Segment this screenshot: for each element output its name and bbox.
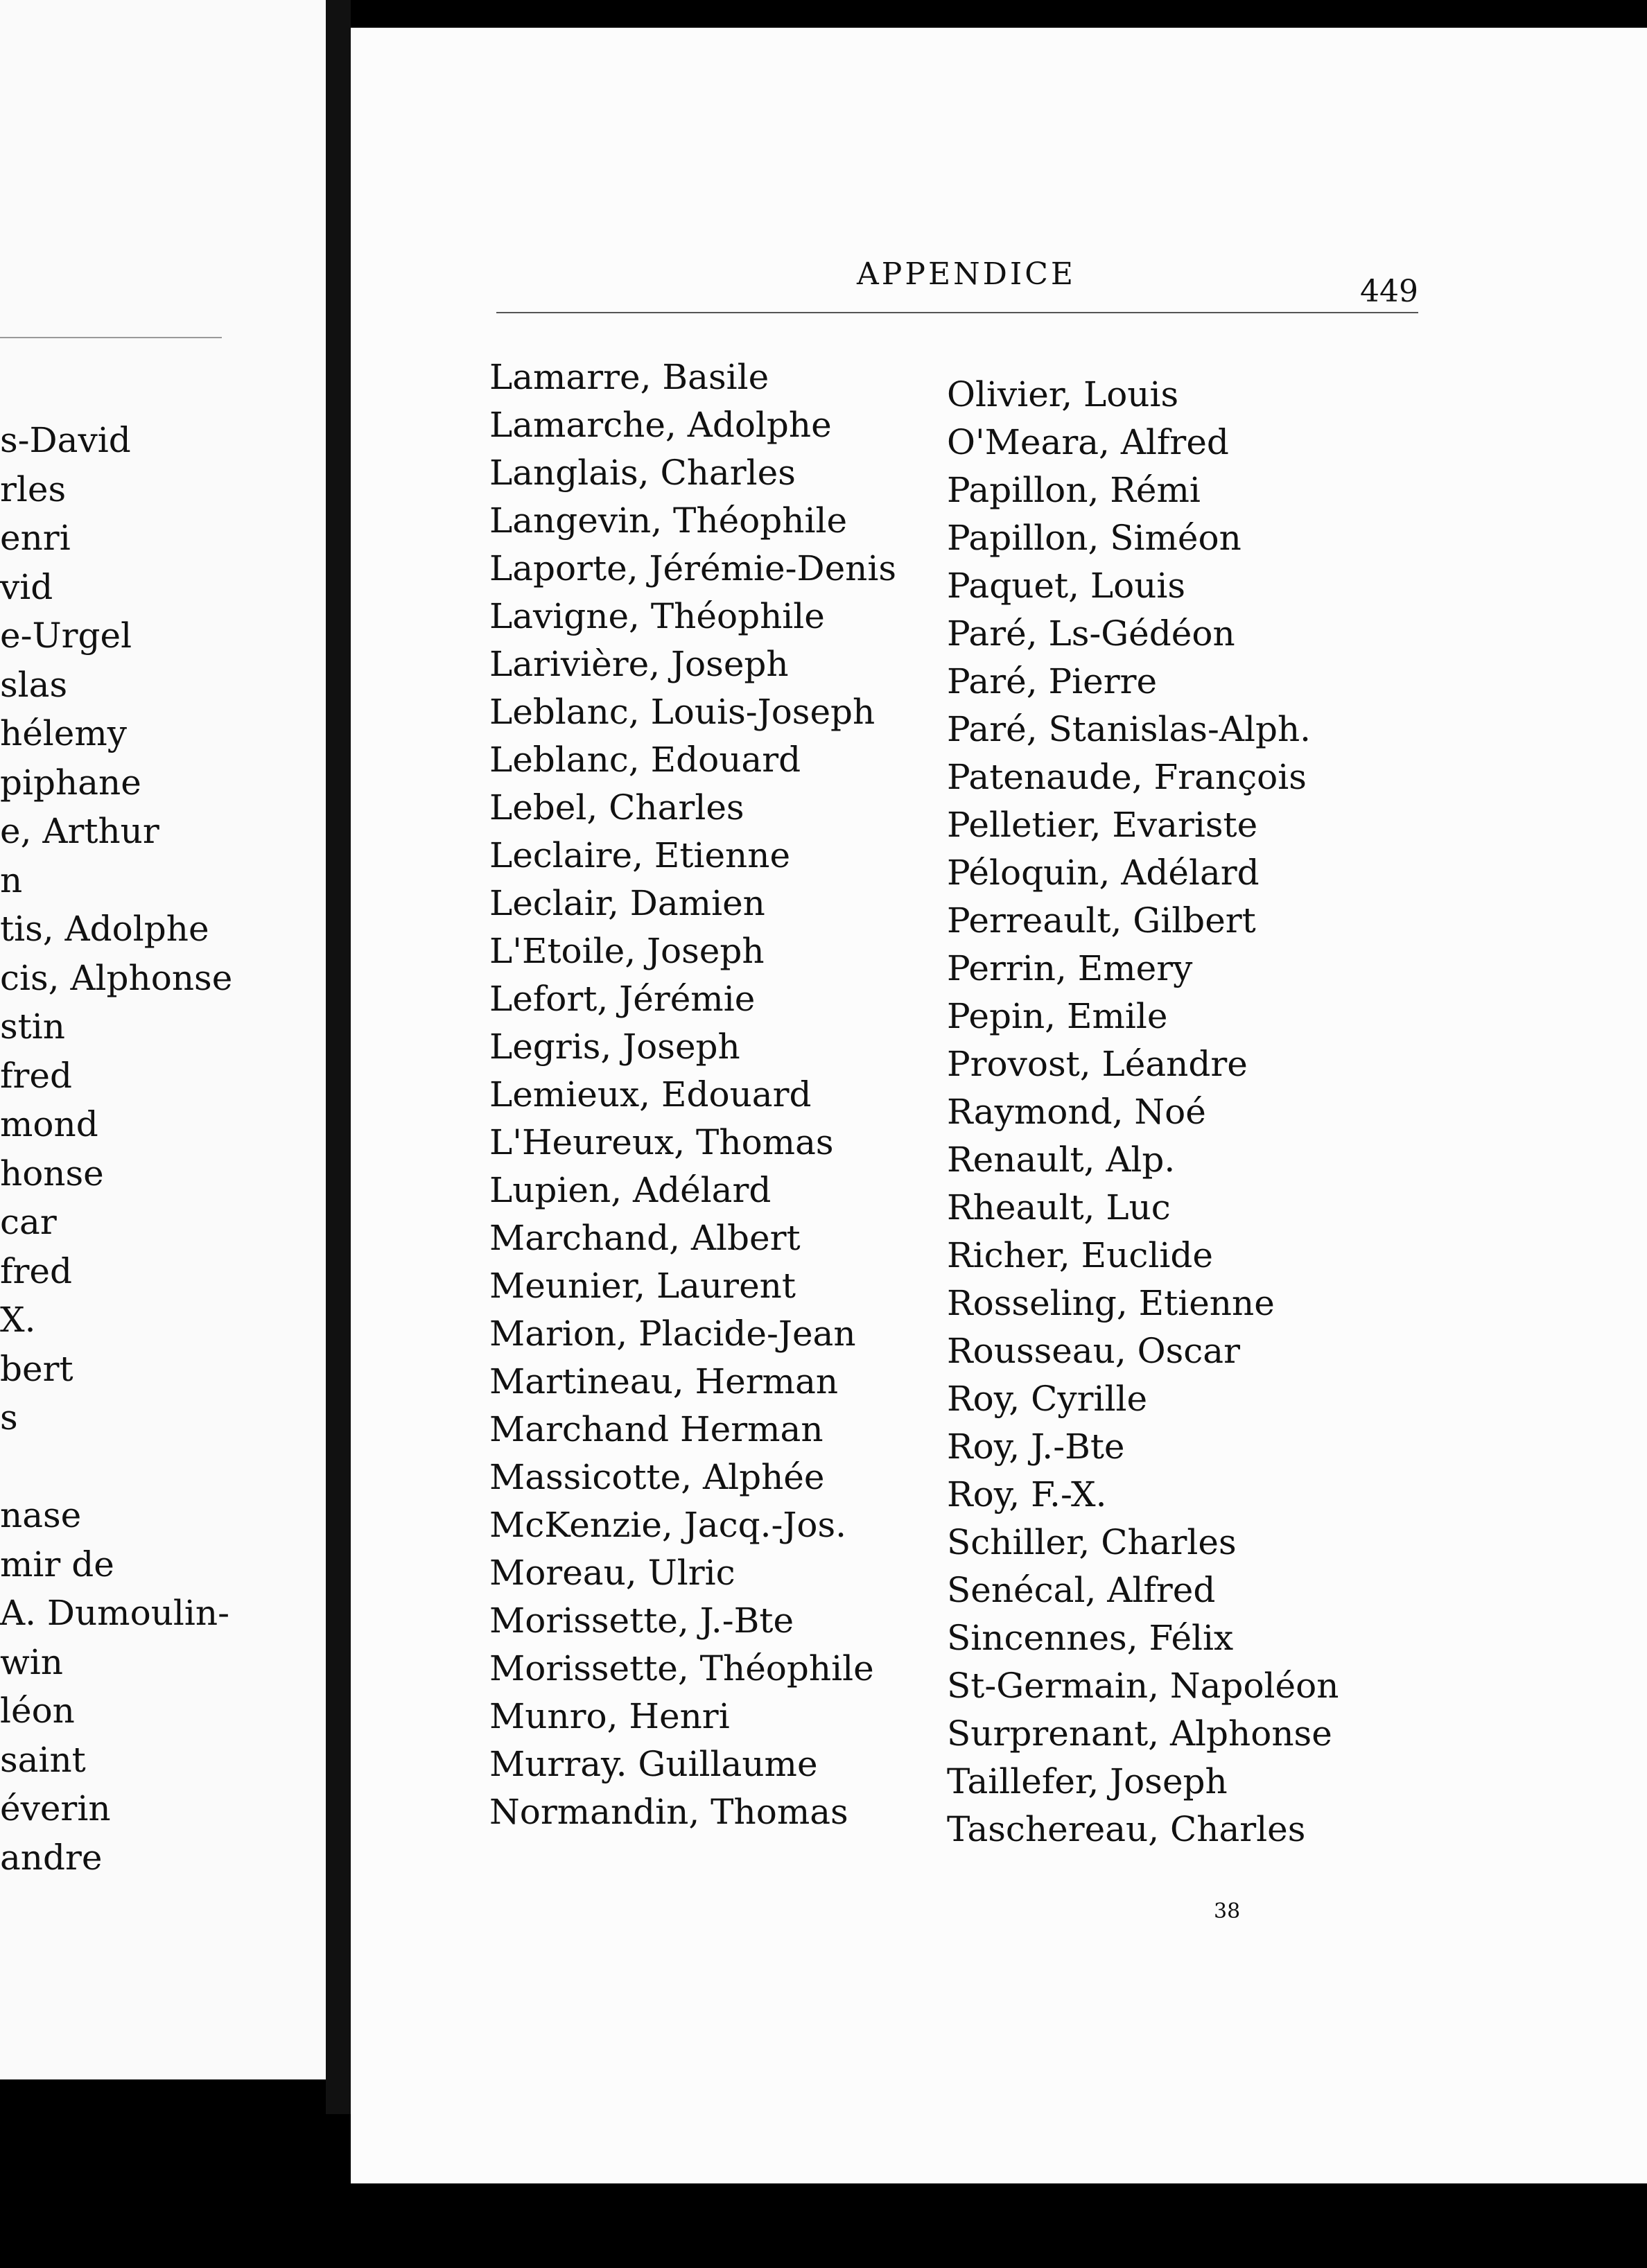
list-item: vid [0,566,53,607]
list-item: bert [0,1348,73,1389]
list-item: Senécal, Alfred [947,1570,1216,1610]
list-item: Leblanc, Edouard [489,740,801,780]
list-item: Papillon, Rémi [947,470,1201,510]
list-item: Roy, J.-Bte [947,1427,1125,1467]
list-item: mir de [0,1544,114,1585]
list-item: s [0,1397,18,1438]
list-item: andre [0,1837,103,1878]
left-name-list [0,416,232,1882]
list-item: Perrin, Emery [947,948,1193,988]
list-item [0,1442,232,1492]
right-page [351,28,1647,2268]
list-item: L'Heureux, Thomas [489,1122,834,1162]
list-item: Murray. Guillaume [489,1744,818,1784]
list-item: cis, Alphonse [0,957,233,998]
list-item: Lebel, Charles [489,787,744,828]
list-item: saint [0,1739,86,1780]
list-item: Normandin, Thomas [489,1792,848,1832]
list-item: Morissette, Théophile [489,1648,874,1689]
list-item: Marchand, Albert [489,1218,801,1258]
list-item: Perreault, Gilbert [947,900,1256,941]
list-item: enri [0,518,71,558]
list-item: e, Arthur [0,811,159,851]
left-header-rule [0,337,222,338]
list-item: Péloquin, Adélard [947,853,1260,893]
list-item: Taschereau, Charles [947,1809,1306,1849]
list-item: léon [0,1691,75,1731]
list-item: Marchand Herman [489,1409,824,1449]
list-item: Leclaire, Etienne [489,835,791,875]
list-item: Papillon, Siméon [947,518,1241,558]
list-item: Richer, Euclide [947,1235,1213,1275]
list-item: stin [0,1006,65,1047]
list-item: A. Dumoulin- [0,1593,229,1633]
running-head: APPENDICE [857,256,1077,292]
list-item: fred [0,1250,73,1291]
list-item: Lemieux, Edouard [489,1074,812,1115]
signature-mark: 38 [1214,1899,1241,1924]
list-item: Pepin, Emile [947,996,1168,1036]
list-item: n [0,860,23,900]
scan-border [0,2183,1647,2268]
list-item: Laporte, Jérémie-Denis [489,548,897,588]
list-item: Lupien, Adélard [489,1170,772,1210]
list-item: L'Etoile, Joseph [489,931,765,971]
list-item: Lavigne, Théophile [489,596,825,636]
list-item: Langlais, Charles [489,453,796,493]
list-item: Leclair, Damien [489,883,765,923]
list-item: s-David [0,420,131,460]
list-item: Legris, Joseph [489,1027,740,1067]
list-item: car [0,1202,57,1242]
list-item: Massicotte, Alphée [489,1457,825,1497]
list-item: Larivière, Joseph [489,644,789,684]
list-item: St-Germain, Napoléon [947,1666,1339,1706]
list-item: Rosseling, Etienne [947,1283,1275,1323]
header-rule [496,312,1418,313]
list-item: O'Meara, Alfred [947,422,1229,462]
list-item: Paré, Pierre [947,661,1158,701]
list-item: Schiller, Charles [947,1522,1237,1562]
list-item: X. [0,1300,36,1340]
list-item: Lamarche, Adolphe [489,405,832,445]
list-item: Lamarre, Basile [489,357,769,397]
list-item: Marion, Placide-Jean [489,1314,856,1354]
list-item: Paré, Ls-Gédéon [947,613,1235,654]
list-item: Paré, Stanislas-Alph. [947,709,1312,749]
list-item: Lefort, Jérémie [489,979,756,1019]
list-item: e-Urgel [0,616,132,656]
list-item: hélemy [0,713,128,753]
list-item: Olivier, Louis [947,374,1179,415]
list-item: McKenzie, Jacq.-Jos. [489,1505,847,1545]
list-item: Raymond, Noé [947,1092,1206,1132]
list-item: slas [0,664,68,705]
list-item: Langevin, Théophile [489,500,848,541]
list-item: Taillefer, Joseph [947,1761,1228,1802]
list-item: honse [0,1153,104,1194]
list-item: Renault, Alp. [947,1140,1176,1180]
name-column-right [947,371,1339,1853]
list-item: Meunier, Laurent [489,1266,796,1306]
list-item: mond [0,1104,98,1144]
list-item: Sincennes, Félix [947,1618,1234,1658]
list-item: Munro, Henri [489,1696,730,1736]
list-item: win [0,1641,63,1682]
book-gutter [326,0,351,2114]
name-column-left [489,354,896,1836]
list-item: Pelletier, Evariste [947,805,1258,845]
left-page [0,0,326,2079]
list-item: éverin [0,1788,111,1829]
list-item: Surprenant, Alphonse [947,1713,1332,1754]
list-item: Roy, F.-X. [947,1474,1107,1515]
list-item: nase [0,1495,82,1535]
list-item: Martineau, Herman [489,1361,839,1402]
list-item: Patenaude, François [947,757,1307,797]
list-item: fred [0,1055,73,1096]
list-item: Paquet, Louis [947,566,1186,606]
list-item: Morissette, J.-Bte [489,1600,794,1641]
list-item: Leblanc, Louis-Joseph [489,692,875,732]
list-item: Rousseau, Oscar [947,1331,1241,1371]
page-number: 449 [1360,274,1418,309]
list-item: Moreau, Ulric [489,1553,735,1593]
list-item: piphane [0,762,141,803]
list-item: rles [0,469,67,509]
list-item: Roy, Cyrille [947,1379,1148,1419]
list-item: Provost, Léandre [947,1044,1248,1084]
list-item: Rheault, Luc [947,1187,1171,1228]
list-item: tis, Adolphe [0,909,209,949]
